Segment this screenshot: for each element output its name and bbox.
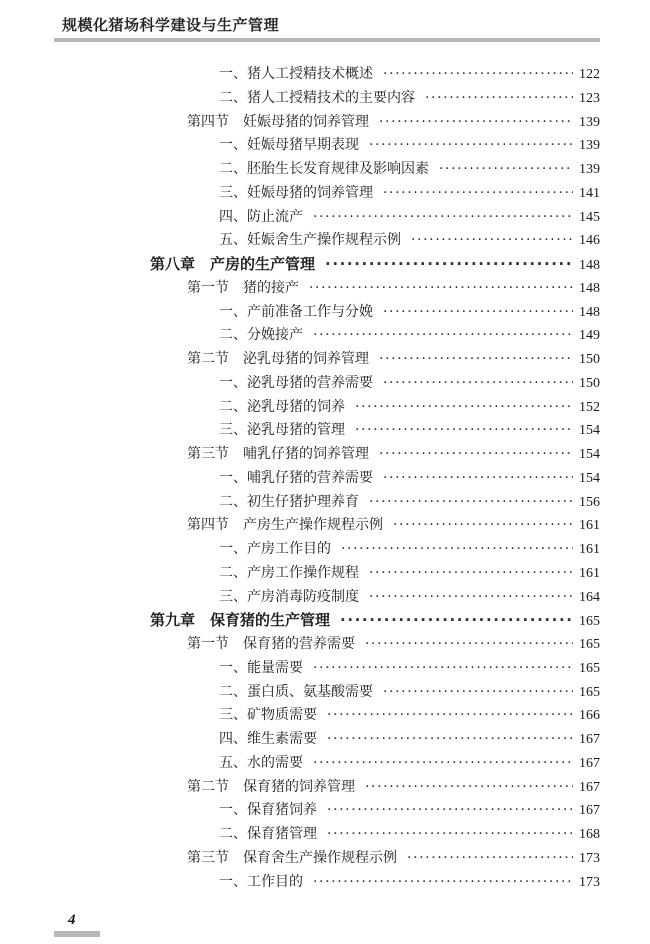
toc-section-entry[interactable] xyxy=(187,443,600,465)
toc-item-entry[interactable] xyxy=(219,63,600,85)
toc-entry-title: 一、泌乳母猪的营养需要 xyxy=(219,374,373,391)
toc-item-entry[interactable] xyxy=(219,657,600,679)
toc-entry-title: 第九章 保育猪的生产管理 xyxy=(150,611,331,630)
toc-section-entry[interactable] xyxy=(187,277,600,299)
dot-leader xyxy=(369,491,573,513)
toc-entry-page-number: 161 xyxy=(579,542,600,557)
dot-leader xyxy=(340,609,573,631)
toc-entry-page-number: 167 xyxy=(579,779,600,795)
toc-item-entry[interactable] xyxy=(219,396,600,418)
toc-entry-page-number: 154 xyxy=(579,447,600,462)
toc-entry-title: 三、妊娠母猪的饲养管理 xyxy=(219,184,373,201)
toc-entry-title: 一、猪人工授精技术概述 xyxy=(219,66,373,82)
toc-entry-page-number: 145 xyxy=(579,209,600,225)
toc-entry-page-number: 152 xyxy=(579,399,600,415)
dot-leader xyxy=(369,134,573,156)
toc-entry-title: 二、产房工作操作规程 xyxy=(219,564,359,581)
toc-entry-page-number: 148 xyxy=(579,304,600,320)
toc-entry-title: 第三节 保育舍生产操作规程示例 xyxy=(187,849,397,866)
toc-section-entry[interactable] xyxy=(187,776,600,798)
toc-entry-title: 一、保育猪饲养 xyxy=(219,802,317,819)
toc-item-entry[interactable] xyxy=(219,562,600,584)
toc-item-entry[interactable] xyxy=(219,538,600,560)
toc-item-entry[interactable] xyxy=(219,728,600,750)
toc-entry-title: 一、能量需要 xyxy=(219,659,303,676)
toc-item-entry[interactable] xyxy=(219,467,600,489)
toc-entry-page-number: 122 xyxy=(579,67,600,82)
toc-entry-page-number: 168 xyxy=(579,827,600,842)
toc-entry-title: 五、水的需要 xyxy=(219,754,303,771)
toc-item-entry[interactable] xyxy=(219,823,600,845)
toc-entry-title: 二、分娩接产 xyxy=(219,327,303,344)
toc-item-entry[interactable] xyxy=(219,586,600,608)
dot-leader xyxy=(365,633,573,655)
toc-entry-page-number: 173 xyxy=(579,874,600,890)
toc-entry-title: 三、矿物质需要 xyxy=(219,707,317,724)
dot-leader xyxy=(327,823,573,845)
dot-leader xyxy=(383,182,573,204)
toc-entry-page-number: 139 xyxy=(579,138,600,154)
toc-entry-page-number: 148 xyxy=(579,280,600,296)
toc-entry-title: 二、保育猪管理 xyxy=(219,826,317,842)
dot-leader xyxy=(383,467,573,489)
dot-leader xyxy=(379,111,573,133)
toc-entry-page-number: 150 xyxy=(579,375,600,391)
dot-leader xyxy=(327,704,573,726)
dot-leader xyxy=(309,277,573,299)
toc-entry-page-number: 166 xyxy=(579,708,600,724)
footer-bar xyxy=(54,931,100,937)
dot-leader xyxy=(313,324,573,346)
toc-entry-page-number: 167 xyxy=(579,732,600,747)
dot-leader xyxy=(313,206,573,228)
toc-entry-title: 三、产房消毒防疫制度 xyxy=(219,588,359,605)
dot-leader xyxy=(393,514,573,536)
toc-entry-page-number: 139 xyxy=(579,162,600,177)
toc-item-entry[interactable] xyxy=(219,491,600,513)
toc-entry-title: 二、蛋白质、氨基酸需要 xyxy=(219,683,373,700)
toc-item-entry[interactable] xyxy=(219,372,600,394)
toc-entry-title: 四、防止流产 xyxy=(219,208,303,225)
toc-item-entry[interactable] xyxy=(219,87,600,109)
toc-entry-page-number: 148 xyxy=(579,258,600,273)
toc-entry-title: 五、妊娠舍生产操作规程示例 xyxy=(219,232,401,249)
toc-entry-page-number: 154 xyxy=(579,470,600,486)
dot-leader xyxy=(407,847,573,869)
toc-entry-page-number: 161 xyxy=(579,565,600,581)
toc-entry-title: 第三节 哺乳仔猪的饲养管理 xyxy=(187,446,369,462)
toc-entry-title: 二、泌乳母猪的饲养 xyxy=(219,398,345,415)
dot-leader xyxy=(383,63,573,85)
dot-leader xyxy=(313,752,573,774)
toc-entry-title: 一、工作目的 xyxy=(219,873,303,890)
toc-entry-page-number: 167 xyxy=(579,803,600,819)
dot-leader xyxy=(327,799,573,821)
dot-leader xyxy=(313,657,573,679)
dot-leader xyxy=(411,229,573,251)
toc-item-entry[interactable] xyxy=(219,301,600,323)
toc-entry-page-number: 150 xyxy=(579,352,600,367)
page-number: 4 xyxy=(68,912,76,928)
toc-section-entry[interactable] xyxy=(187,847,600,869)
toc-entry-page-number: 165 xyxy=(579,614,600,630)
toc-section-entry[interactable] xyxy=(187,111,600,133)
toc-entry-title: 一、产前准备工作与分娩 xyxy=(219,303,373,320)
dot-leader xyxy=(425,87,573,109)
dot-leader xyxy=(327,728,573,750)
toc-entry-title: 四、维生素需要 xyxy=(219,731,317,747)
dot-leader xyxy=(325,253,573,275)
dot-leader xyxy=(383,301,573,323)
toc-entry-page-number: 161 xyxy=(579,518,600,534)
toc-entry-page-number: 165 xyxy=(579,684,600,700)
dot-leader xyxy=(383,372,573,394)
toc-entry-page-number: 141 xyxy=(579,185,600,201)
header-rule xyxy=(54,38,600,42)
toc-entry-page-number: 139 xyxy=(579,114,600,130)
toc-item-entry[interactable] xyxy=(219,871,600,893)
dot-leader xyxy=(365,776,573,798)
toc-item-entry[interactable] xyxy=(219,419,600,441)
toc-entry-title: 第二节 保育猪的饲养管理 xyxy=(187,778,355,795)
toc-item-entry[interactable] xyxy=(219,229,600,251)
toc-entry-title: 第二节 泌乳母猪的饲养管理 xyxy=(187,351,369,367)
toc-entry-page-number: 164 xyxy=(579,589,600,605)
toc-entry-page-number: 146 xyxy=(579,233,600,249)
toc-entry-title: 第一节 保育猪的营养需要 xyxy=(187,636,355,652)
dot-leader xyxy=(379,348,573,370)
toc-item-entry[interactable] xyxy=(219,752,600,774)
toc-item-entry[interactable] xyxy=(219,206,600,228)
toc-entry-title: 一、哺乳仔猪的营养需要 xyxy=(219,469,373,486)
running-header-title: 规模化猪场科学建设与生产管理 xyxy=(62,16,280,34)
toc-item-entry[interactable] xyxy=(219,799,600,821)
toc-entry-page-number: 149 xyxy=(579,328,600,344)
dot-leader xyxy=(439,158,573,180)
toc-chapter-entry[interactable] xyxy=(150,253,600,275)
toc-entry-page-number: 165 xyxy=(579,637,600,652)
toc-item-entry[interactable] xyxy=(219,704,600,726)
toc-entry-page-number: 123 xyxy=(579,90,600,106)
toc-item-entry[interactable] xyxy=(219,182,600,204)
toc-section-entry[interactable] xyxy=(187,633,600,655)
toc-entry-title: 第八章 产房的生产管理 xyxy=(150,255,316,273)
toc-entry-page-number: 173 xyxy=(579,850,600,866)
dot-leader xyxy=(369,562,573,584)
dot-leader xyxy=(355,419,573,441)
toc-entry-title: 一、产房工作目的 xyxy=(219,541,331,557)
dot-leader xyxy=(355,396,573,418)
toc-entry-title: 二、初生仔猪护理养育 xyxy=(219,493,359,510)
toc-entry-title: 第四节 妊娠母猪的饲养管理 xyxy=(187,113,369,130)
toc-entry-title: 第四节 产房生产操作规程示例 xyxy=(187,517,383,534)
dot-leader xyxy=(369,586,573,608)
toc-item-entry[interactable] xyxy=(219,324,600,346)
toc-item-entry[interactable] xyxy=(219,158,600,180)
toc-entry-title: 一、妊娠母猪早期表现 xyxy=(219,137,359,154)
toc-entry-title: 三、泌乳母猪的管理 xyxy=(219,422,345,439)
dot-leader xyxy=(341,538,573,560)
toc-item-entry[interactable] xyxy=(219,134,600,156)
toc-section-entry[interactable] xyxy=(187,514,600,536)
toc-chapter-entry[interactable] xyxy=(150,609,600,631)
dot-leader xyxy=(379,443,573,465)
dot-leader xyxy=(313,871,573,893)
toc-item-entry[interactable] xyxy=(219,681,600,703)
toc-entry-title: 二、猪人工授精技术的主要内容 xyxy=(219,89,415,106)
toc-entry-page-number: 165 xyxy=(579,660,600,676)
dot-leader xyxy=(383,681,573,703)
toc-entry-page-number: 167 xyxy=(579,755,600,771)
toc-entry-page-number: 154 xyxy=(579,423,600,439)
toc-entry-title: 第一节 猪的接产 xyxy=(187,279,299,296)
toc-section-entry[interactable] xyxy=(187,348,600,370)
toc-entry-title: 二、胚胎生长发育规律及影响因素 xyxy=(219,161,429,177)
toc-entry-page-number: 156 xyxy=(579,494,600,510)
